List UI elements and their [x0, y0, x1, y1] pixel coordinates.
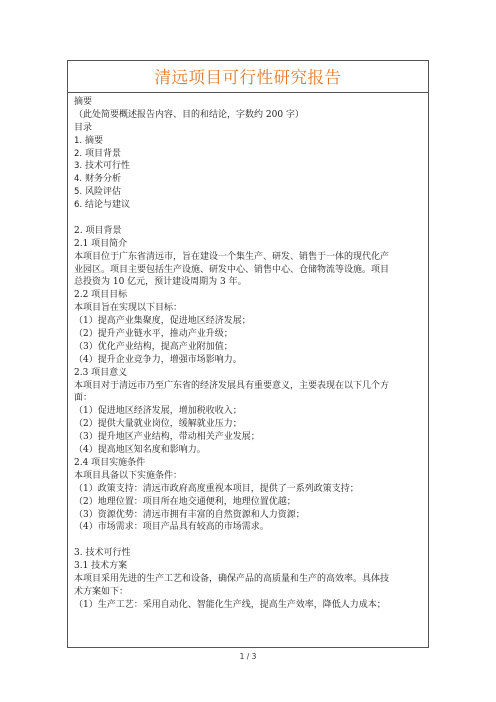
toc-item	[74, 186, 424, 199]
list-item: （2）提供大量就业岗位，缓解就业压力；	[74, 419, 242, 430]
list-item: （1）生产工艺：采用自动化、智能化生产线，提高生产效率，降低人力成本；	[74, 599, 386, 610]
list-item: （4）提升企业竞争力，增强市场影响力。	[74, 354, 242, 365]
toc-number: 5.	[74, 187, 83, 198]
toc-item	[74, 173, 424, 186]
toc-heading: 目录	[74, 122, 93, 133]
toc-label: 项目背景	[85, 148, 122, 159]
spacer	[74, 534, 424, 547]
toc-number: 6.	[74, 200, 83, 211]
list-item: （1）提高产业集聚度，促进地区经济发展；	[74, 316, 251, 327]
report-body	[74, 96, 424, 612]
list-item: （3）优化产业结构，提高产业附加值；	[74, 341, 233, 352]
page-number: 1 / 3	[239, 652, 257, 661]
subsection-heading: 2.2 项目目标	[74, 290, 128, 301]
list-item: （4）市场需求：项目产品具有较高的市场需求。	[74, 522, 269, 533]
toc-label: 结论与建议	[85, 200, 131, 211]
toc-label: 技术可行性	[85, 161, 131, 172]
list-item: （2）地理位置：项目所在地交通便利，地理位置优越；	[74, 496, 296, 507]
list-item: （1）政策支持：清远市政府高度重视本项目，提供了一系列政策支持；	[74, 483, 359, 494]
paragraph-line: 本项目采用先进的生产工艺和设备，确保产品的高质量和生产的高效率。具体技	[74, 573, 390, 584]
section-heading: 3. 技术可行性	[74, 548, 131, 559]
list-item: （4）提高地区知名度和影响力。	[74, 445, 206, 456]
paragraph-line: 术方案如下：	[74, 586, 129, 597]
subsection-heading: 3.1 技术方案	[74, 561, 128, 572]
section-heading: 2. 项目背景	[74, 225, 122, 236]
paragraph-line: 总投资为 10 亿元，预计建设周期为 3 年。	[74, 277, 247, 288]
paragraph-line: 本项目对于清远市乃至广东省的经济发展具有重要意义，主要表现在以下几个方	[74, 380, 390, 391]
report-title: 清远项目可行性研究报告	[154, 68, 342, 87]
paragraph-line: 本项目旨在实现以下目标：	[74, 303, 183, 314]
subsection-heading: 2.1 项目简介	[74, 238, 128, 249]
list-item: （1）促进地区经济发展，增加税收收入；	[74, 406, 242, 417]
paragraph-line: 面：	[74, 393, 93, 404]
list-item: （2）提升产业链水平，推动产业升级；	[74, 329, 233, 340]
toc-label: 风险评估	[85, 187, 122, 198]
abstract-heading: 摘要	[74, 97, 93, 107]
list-item: （3）资源优势：清远市拥有丰富的自然资源和人力资源；	[74, 509, 305, 520]
toc-label: 摘要	[85, 135, 104, 146]
toc-number: 4.	[74, 174, 83, 185]
paragraph-line: 业园区。项目主要包括生产设施、研发中心、销售中心、仓储物流等设施。项目	[74, 264, 390, 275]
toc-label: 财务分析	[85, 174, 122, 185]
list-item: （3）提升地区产业结构，带动相关产业发展；	[74, 432, 260, 443]
abstract-note: （此处简要概述报告内容、目的和结论，字数约 200 字）	[74, 109, 304, 120]
paragraph-line: 本项目位于广东省清远市，旨在建设一个集生产、研发、销售于一体的现代化产	[74, 251, 390, 262]
toc-number: 3.	[74, 161, 83, 172]
subsection-heading: 2.4 项目实施条件	[74, 457, 146, 468]
spacer	[74, 212, 424, 225]
toc-item	[74, 135, 424, 148]
toc-item	[74, 199, 424, 212]
paragraph-line: 本项目具备以下实施条件：	[74, 470, 183, 481]
title-row	[68, 61, 428, 93]
toc-item	[74, 148, 424, 161]
toc-item	[74, 160, 424, 173]
toc-number: 2.	[74, 148, 83, 159]
report-frame	[67, 60, 429, 648]
toc-number: 1.	[74, 135, 83, 146]
subsection-heading: 2.3 项目意义	[74, 367, 128, 378]
